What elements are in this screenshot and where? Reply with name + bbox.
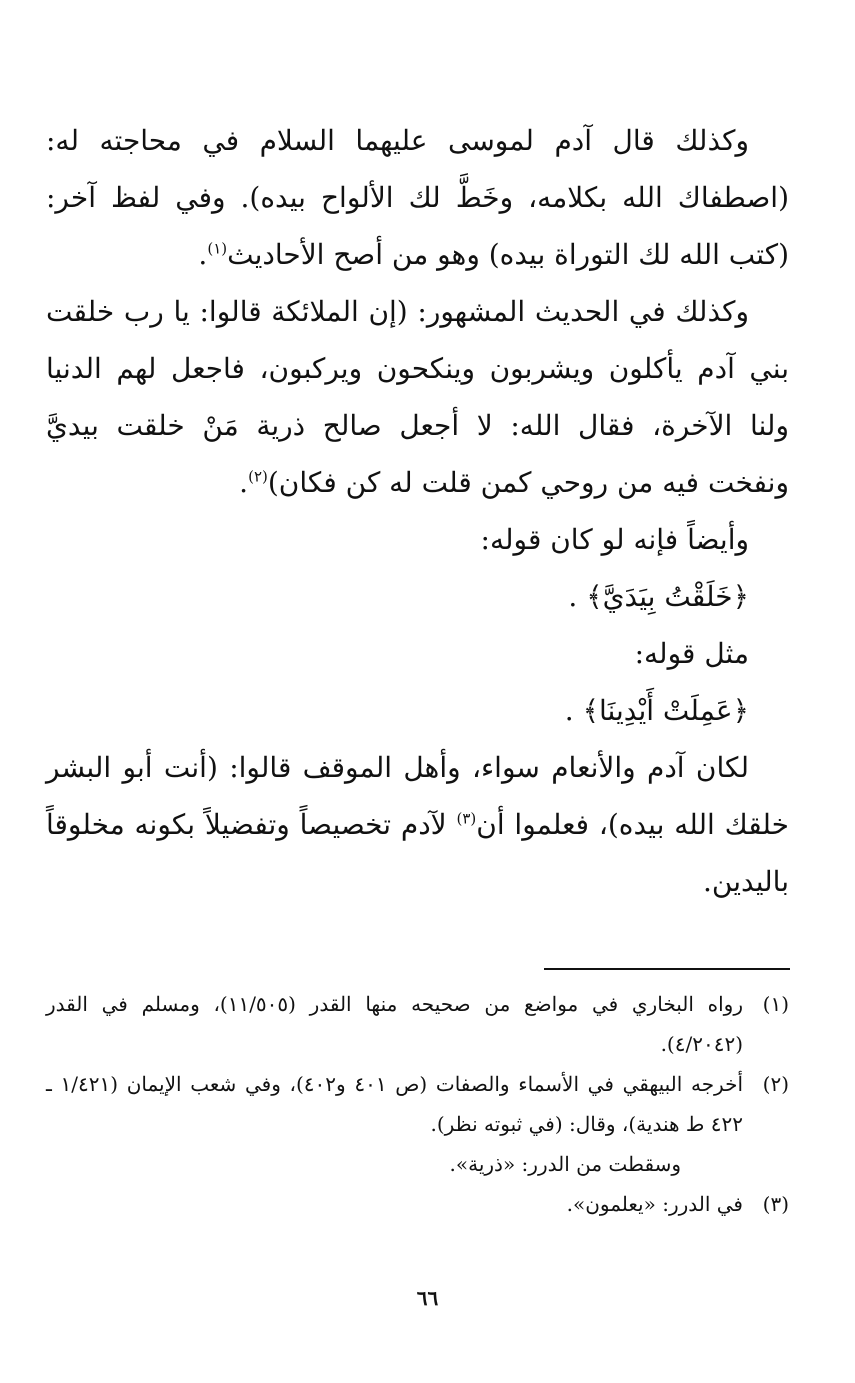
footnote-text: أخرجه البيهقي في الأسماء والصفات (ص ٤٠١ و٤٠٢)، وفي شعب الإيمان (١/٤٢١ ـ ٤٢٢ ط هندية)، وقال: (في ثبوته نظر). [46, 1072, 744, 1136]
footnote-number: (٣) [762, 1192, 789, 1216]
footnote-ref-3[interactable]: (٣) [456, 809, 477, 828]
paragraph-5-text-b: لآدم تخصيصاً وتفضيلاً بكونه مخلوقاً باليدين. [46, 808, 789, 898]
footnotes-section [46, 984, 789, 1224]
footnote-1 [46, 984, 789, 1064]
paragraph-4: مثل قوله: [634, 637, 749, 670]
footnote-2-extra-note: وسقطت من الدرر: «ذرية». [449, 1152, 681, 1176]
paragraph-1 [46, 112, 789, 283]
footnote-text: رواه البخاري في مواضع من صحيحه منها القدر (١١/٥٠٥)، ومسلم في القدر (٤/٢٠٤٢). [46, 992, 743, 1056]
main-text [46, 112, 789, 910]
footnote-ref-1[interactable]: (١) [207, 239, 228, 258]
footnote-number: (١) [762, 992, 789, 1016]
verse-2: ﴿عَمِلَتْ أَيْدِينَا﴾ . [564, 694, 749, 727]
paragraph-3: وأيضاً فإنه لو كان قوله: [480, 523, 749, 556]
paragraph-1-text: وكذلك قال آدم لموسى عليهما السلام في محاجته له: (اصطفاك الله بكلامه، وخَطَّ لك الألواح بيده). وفي لفظ آخر: (كتب الله لك التوراة بيده) وهو من أصح الأحاديث [46, 124, 789, 271]
footnote-divider [544, 968, 790, 970]
verse-1: ﴿خَلَقْتُ بِيَدَيَّ﴾ . [568, 580, 749, 613]
footnote-number: (٢) [762, 1072, 789, 1096]
paragraph-2-end: . [239, 466, 249, 499]
page-number: ٦٦ [416, 1286, 439, 1310]
paragraph-2 [46, 283, 789, 511]
paragraph-5-text-a: لكان آدم والأنعام سواء، وأهل الموقف قالوا: (أنت أبو البشر خلقك الله بيده)، فعلموا أن [46, 751, 789, 841]
paragraph-1-end: . [198, 238, 208, 271]
footnote-text: في الدرر: «يعلمون». [566, 1192, 743, 1216]
footnote-3 [46, 1184, 789, 1224]
paragraph-5 [46, 739, 789, 910]
paragraph-2-text: وكذلك في الحديث المشهور: (إن الملائكة قالوا: يا رب خلقت بني آدم يأكلون ويشربون وينكحون ويركبون، فاجعل لهم الدنيا ولنا الآخرة، فقال الله: لا أجعل صالح ذرية مَنْ خلقت بيديَّ ونفخت فيه من روحي كمن قلت له كن فكان) [46, 295, 789, 499]
footnote-ref-2[interactable]: (٢) [248, 467, 268, 486]
footnote-2 [46, 1064, 789, 1144]
